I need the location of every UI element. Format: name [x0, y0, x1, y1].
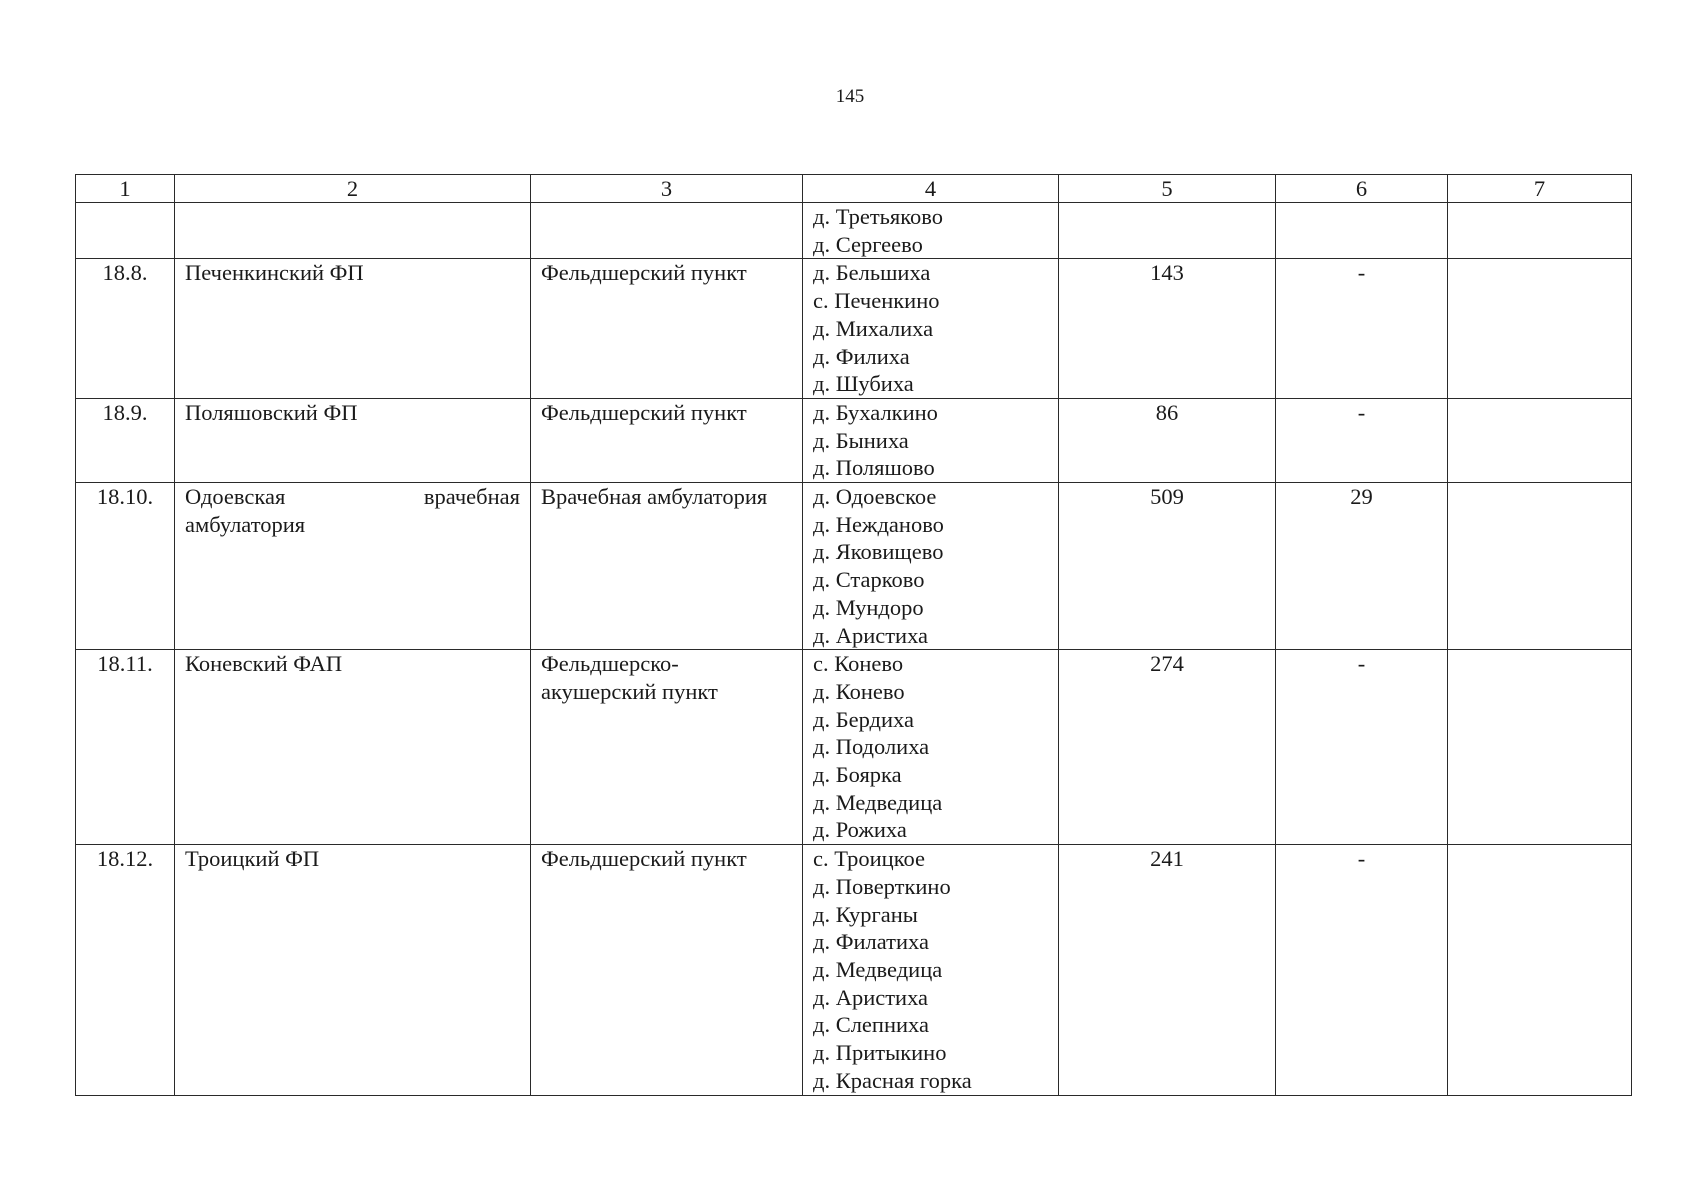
header-row: [76, 175, 1632, 203]
settlement: д. Конево: [813, 678, 905, 704]
facility-name-line: амбулатория: [185, 511, 306, 537]
settlement: д. Бердиха: [813, 706, 914, 732]
col6-cell: 29: [1276, 483, 1448, 650]
settlement: д. Нежданово: [813, 511, 944, 537]
row-number-cell: [76, 203, 175, 259]
col6-cell: -: [1276, 398, 1448, 482]
col7-cell: [1448, 483, 1632, 650]
facility-type-line: акушерский пункт: [541, 678, 718, 704]
settlements-cell: [803, 398, 1059, 482]
settlement: д. Курганы: [813, 901, 918, 927]
facility-name-cell: Поляшовский ФП: [175, 398, 531, 482]
facility-type-cell: [531, 845, 803, 1095]
settlements-cell: [803, 203, 1059, 259]
facility-type-line: Фельдшерско-: [541, 651, 679, 677]
col7-cell: [1448, 650, 1632, 845]
col7-cell: [1448, 398, 1632, 482]
column-header-6: 6: [1276, 175, 1448, 203]
settlement: д. Слепниха: [813, 1012, 929, 1038]
facility-name-cell: [175, 483, 531, 650]
facility-type-cell: [531, 203, 803, 259]
facility-type-line: Врачебная амбулатория: [541, 484, 768, 510]
settlement: д. Филатиха: [813, 929, 929, 955]
settlement: д. Быниха: [813, 427, 909, 453]
settlements-cell: [803, 650, 1059, 845]
col5-cell: 509: [1059, 483, 1276, 650]
settlements-cell: [803, 845, 1059, 1095]
settlement: д. Михалиха: [813, 315, 934, 341]
settlement: с. Конево: [813, 651, 904, 677]
col5-cell: 86: [1059, 398, 1276, 482]
facility-name-cell: [175, 203, 531, 259]
facility-name-cell: Печенкинский ФП: [175, 259, 531, 399]
table-row: [76, 398, 1632, 482]
settlement: д. Аристиха: [813, 984, 929, 1010]
column-header-2: 2: [175, 175, 531, 203]
page-number: 145: [835, 86, 865, 107]
table-row: [76, 650, 1632, 845]
facility-type-line: Фельдшерский пункт: [541, 260, 747, 286]
col5-cell: 241: [1059, 845, 1276, 1095]
facility-type-cell: [531, 650, 803, 845]
col6-cell: -: [1276, 650, 1448, 845]
settlement: д. Медведица: [813, 789, 943, 815]
column-header-5: 5: [1059, 175, 1276, 203]
settlement: д. Боярка: [813, 762, 902, 788]
facility-type-cell: [531, 398, 803, 482]
row-number-cell: 18.9.: [76, 398, 175, 482]
row-number-cell: 18.10.: [76, 483, 175, 650]
settlement: д. Третьяково: [813, 204, 944, 229]
settlement: д. Мундоро: [813, 594, 924, 620]
column-header-1: 1: [76, 175, 175, 203]
facility-type-line: Фельдшерский пункт: [541, 846, 747, 872]
settlement: д. Поверткино: [813, 873, 951, 899]
row-number-cell: 18.11.: [76, 650, 175, 845]
table-row: [76, 203, 1632, 259]
facility-name-cell: Коневский ФАП: [175, 650, 531, 845]
table-row: [76, 483, 1632, 650]
col6-cell: [1276, 203, 1448, 259]
settlements-cell: [803, 483, 1059, 650]
col5-cell: 143: [1059, 259, 1276, 399]
column-header-7: 7: [1448, 175, 1632, 203]
table-row: [76, 845, 1632, 1095]
column-header-4: 4: [803, 175, 1059, 203]
settlement: д. Бельшиха: [813, 260, 931, 286]
settlement: д. Поляшово: [813, 455, 935, 481]
col5-cell: 274: [1059, 650, 1276, 845]
settlement: д. Рожиха: [813, 817, 907, 843]
col6-cell: -: [1276, 845, 1448, 1095]
settlement: д. Шубиха: [813, 371, 914, 397]
settlement: д. Одоевское: [813, 484, 937, 510]
col7-cell: [1448, 203, 1632, 259]
settlement: с. Троицкое: [813, 846, 926, 872]
facility-type-line: Фельдшерский пункт: [541, 399, 747, 425]
settlement: д. Притыкино: [813, 1040, 947, 1066]
settlement: д. Яковищево: [813, 539, 944, 565]
col5-cell: [1059, 203, 1276, 259]
col7-cell: [1448, 845, 1632, 1095]
settlement: с. Печенкино: [813, 288, 940, 314]
facility-name-line: Одоевская врачебная: [185, 484, 520, 510]
row-number-cell: 18.12.: [76, 845, 175, 1095]
settlements-cell: [803, 259, 1059, 399]
settlement: д. Аристиха: [813, 622, 929, 648]
table-row: [76, 259, 1632, 399]
settlement: д. Сергеево: [813, 231, 923, 257]
settlement: д. Подолиха: [813, 734, 930, 760]
settlement: д. Старково: [813, 567, 925, 593]
settlement: д. Бухалкино: [813, 399, 938, 425]
settlement: д. Медведица: [813, 956, 943, 982]
facilities-table: [75, 174, 1632, 1096]
settlement: д. Филиха: [813, 343, 910, 369]
facility-name-cell: Троицкий ФП: [175, 845, 531, 1095]
facility-type-cell: [531, 483, 803, 650]
col6-cell: -: [1276, 259, 1448, 399]
settlement: д. Красная горка: [813, 1067, 972, 1093]
column-header-3: 3: [531, 175, 803, 203]
row-number-cell: 18.8.: [76, 259, 175, 399]
facility-type-cell: [531, 259, 803, 399]
col7-cell: [1448, 259, 1632, 399]
